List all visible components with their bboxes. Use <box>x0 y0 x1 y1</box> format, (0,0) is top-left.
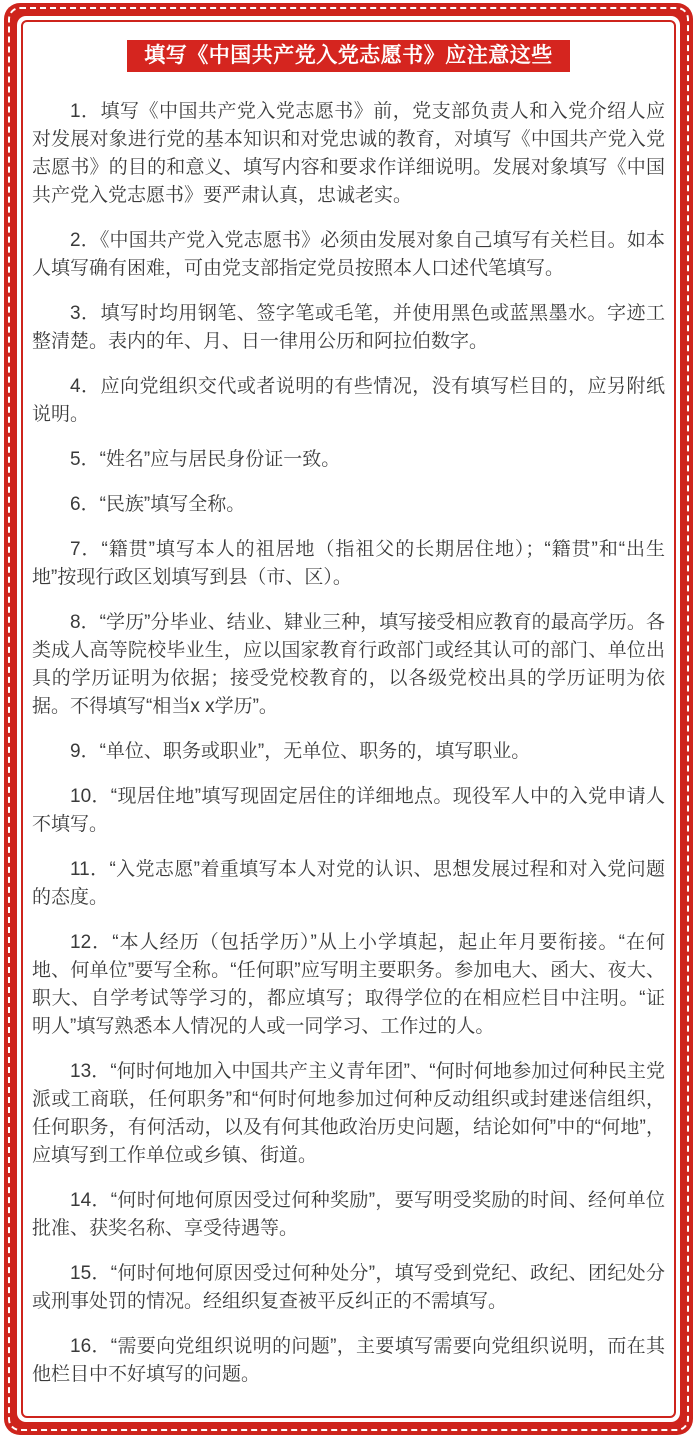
page-title: 填写《中国共产党入党志愿书》应注意这些 <box>144 44 553 67</box>
notice-item-13: 13．“何时何地加入中国共产主义青年团”、“何时何地参加过何种民主党派或工商联，任何职务”和“何时何地参加过何种反动组织或封建迷信组织，任何职务，有何活动，以及有何其他政治历史问题，结论如何”中的“何地”，应填写到工作单位或乡镇、街道。 <box>32 1061 665 1166</box>
notice-item-11: 11．“入党志愿”着重填写本人对党的认识、思想发展过程和对入党问题的态度。 <box>32 859 665 908</box>
notice-item-3: 3．填写时均用钢笔、签字笔或毛笔，并使用黑色或蓝黑墨水。字迹工整清楚。表内的年、月、日一律用公历和阿拉伯数字。 <box>32 303 665 352</box>
notice-item-7: 7．“籍贯”填写本人的祖居地（指祖父的长期居住地）；“籍贯”和“出生地”按现行政区划填写到县（市、区）。 <box>32 539 665 588</box>
title-banner <box>127 40 570 72</box>
notice-item-10: 10．“现居住地”填写现固定居住的详细地点。现役军人中的入党申请人不填写。 <box>32 786 665 835</box>
notice-item-5: 5．“姓名”应与居民身份证一致。 <box>70 449 341 470</box>
stitched-border-frame <box>4 3 693 1435</box>
notice-item-2: 2．《中国共产党入党志愿书》必须由发展对象自己填写有关栏目。如本人填写确有困难，可由党支部指定党员按照本人口述代笔填写。 <box>32 230 665 279</box>
notice-item-1: 1．填写《中国共产党入党志愿书》前，党支部负责人和入党介绍人应对发展对象进行党的基本知识和对党忠诚的教育，对填写《中国共产党入党志愿书》的目的和意义、填写内容和要求作详细说明。发展对象填写《中国共产党入党志愿书》要严肃认真，忠诚老实。 <box>32 101 665 206</box>
notice-item-14: 14．“何时何地何原因受过何种奖励”，要写明受奖励的时间、经何单位批准、获奖名称、享受待遇等。 <box>32 1190 665 1239</box>
notice-item-15: 15．“何时何地何原因受过何种处分”，填写受到党纪、政纪、团纪处分或刑事处罚的情况。经组织复查被平反纠正的不需填写。 <box>32 1263 665 1312</box>
notice-item-6: 6．“民族”填写全称。 <box>70 494 246 515</box>
border-gap <box>17 16 680 1422</box>
notice-list <box>32 98 665 1389</box>
notice-item-16: 16．“需要向党组织说明的问题”，主要填写需要向党组织说明，而在其他栏目中不好填写的问题。 <box>32 1336 665 1385</box>
notice-item-8: 8．“学历”分毕业、结业、肄业三种，填写接受相应教育的最高学历。各类成人高等院校毕业生，应以国家教育行政部门或经其认可的部门、单位出具的学历证明为依据；接受党校教育的，以各级党校出具的学历证明为依据。不得填写“相当x x学历”。 <box>32 612 665 717</box>
notice-item-4: 4．应向党组织交代或者说明的有些情况，没有填写栏目的，应另附纸说明。 <box>32 376 665 425</box>
notice-item-9: 9．“单位、职务或职业”，无单位、职务的，填写职业。 <box>70 741 531 762</box>
notice-item-12: 12．“本人经历（包括学历）”从上小学填起，起止年月要衔接。“在何地、何单位”要写全称。“任何职”应写明主要职务。参加电大、函大、夜大、职大、自学考试等学习的，都应填写；取得学位的在相应栏目中注明。“证明人”填写熟悉本人情况的人或一同学习、工作过的人。 <box>32 932 665 1037</box>
content-panel <box>21 20 676 1418</box>
